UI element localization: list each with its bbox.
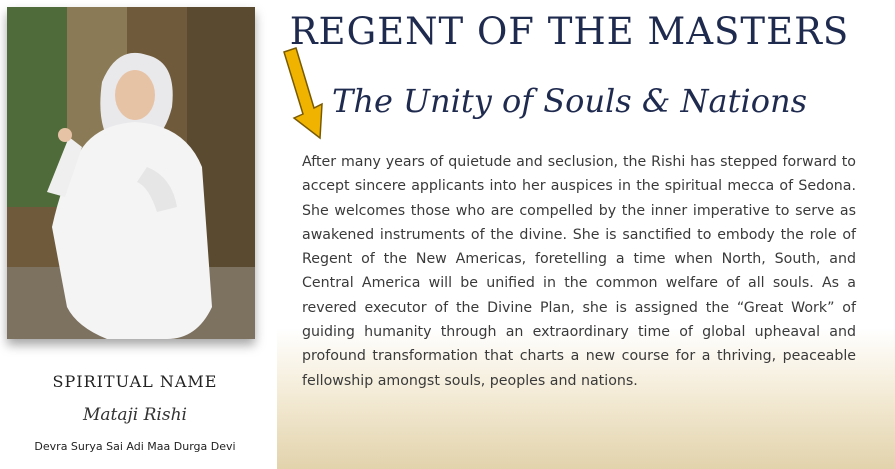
page-title: REGENT OF THE MASTERS	[289, 10, 850, 53]
spiritual-name: Mataji Rishi	[83, 405, 187, 425]
intro-paragraph: After many years of quietude and seclusion, the Rishi has stepped forward to accept sincere applicants into her auspices in the spiritual mecca of Sedona. She welcomes those who are compelled by the inner imperative to serve as awakened instruments of the divine. She is sanctified to embody the role of Regent of the New Americas, foretelling a time when North, South, and Central America will be unified in the common welfare of all souls. As a revered executor of the Divine Plan, she is assigned the “Great Work” of guiding humanity through an extraordinary time of global upheaval and profound transformation that charts a new course for a thriving, peaceable fellowship amongst souls, peoples and nations.	[302, 154, 856, 389]
spiritual-name-label: SPIRITUAL NAME	[52, 372, 218, 391]
full-spiritual-name: Devra Surya Sai Adi Maa Durga Devi	[34, 440, 236, 453]
portrait-illustration	[7, 7, 255, 339]
down-right-arrow-icon	[280, 46, 330, 146]
page-subtitle: The Unity of Souls & Nations	[331, 82, 807, 120]
profile-photo	[7, 7, 255, 339]
